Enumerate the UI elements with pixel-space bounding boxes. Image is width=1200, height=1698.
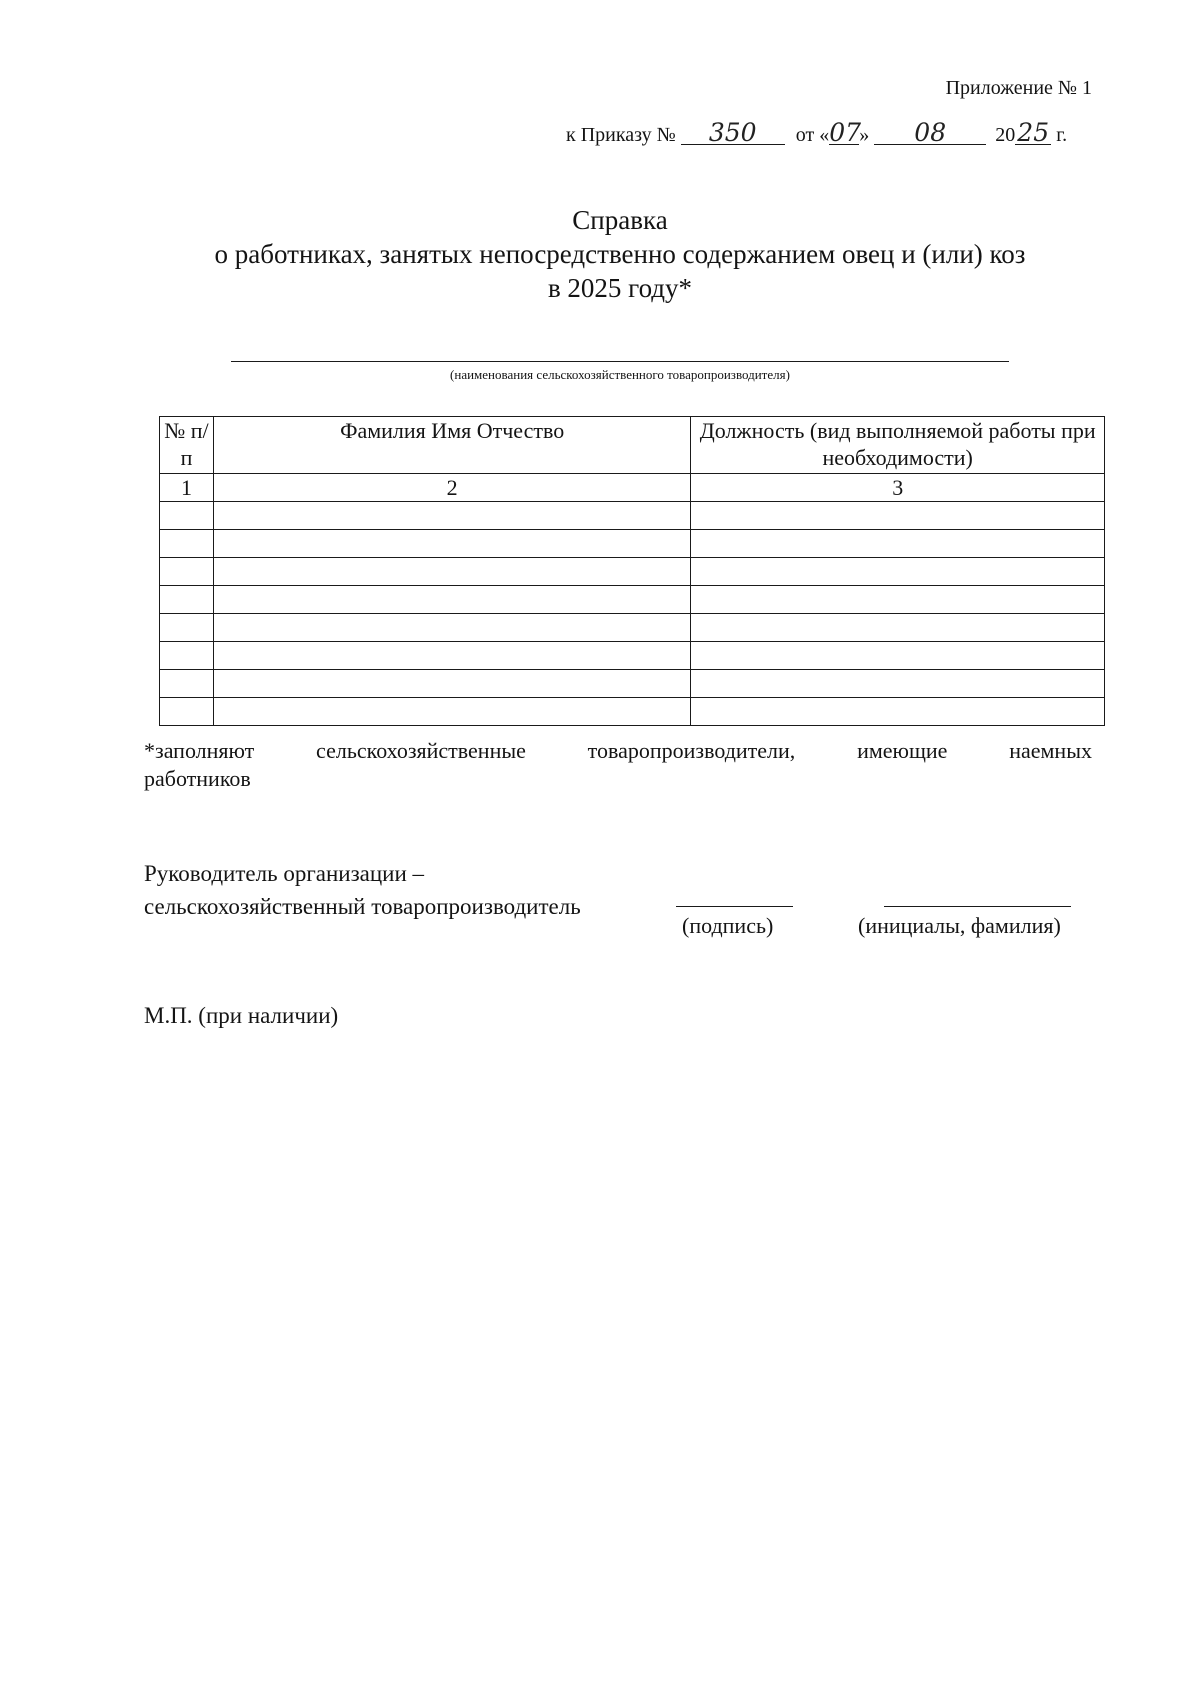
table-row: [160, 670, 1105, 698]
year-field[interactable]: 25: [1015, 122, 1051, 145]
table-cell[interactable]: [213, 502, 690, 530]
table-cell[interactable]: [691, 642, 1105, 670]
table-row: [160, 502, 1105, 530]
column-number: 1: [160, 474, 214, 502]
header-number: № п/п: [160, 417, 214, 474]
table-row: [160, 614, 1105, 642]
initials-surname-caption: (инициалы, фамилия): [858, 913, 1061, 938]
table-cell[interactable]: [160, 530, 214, 558]
signature-line[interactable]: [676, 906, 793, 907]
table-cell[interactable]: [691, 586, 1105, 614]
date-month-field[interactable]: 08: [874, 122, 986, 145]
table-cell[interactable]: [691, 502, 1105, 530]
table-cell[interactable]: [213, 698, 690, 726]
table-header-row: [160, 417, 1105, 474]
signatory-role: [144, 857, 581, 923]
header-full-name: Фамилия Имя Отчество: [213, 417, 690, 474]
table-cell[interactable]: [691, 558, 1105, 586]
footnote-line-1: *заполняют сельскохозяйственные товаропроизводители, имеющие наемных: [144, 738, 1092, 763]
table-cell[interactable]: [213, 530, 690, 558]
table-row: [160, 698, 1105, 726]
table-row: [160, 558, 1105, 586]
title-line-2: о работниках, занятых непосредственно содержанием овец и (или) коз: [214, 239, 1026, 269]
year-end: г.: [1056, 124, 1068, 146]
title-line-3: в 2025 году*: [547, 273, 693, 303]
producer-name-line[interactable]: [231, 361, 1009, 362]
table-cell[interactable]: [160, 558, 214, 586]
date-prefix: от «: [795, 124, 830, 146]
table-cell[interactable]: [691, 670, 1105, 698]
order-reference: [566, 118, 1068, 147]
table-cell[interactable]: [213, 614, 690, 642]
appendix-label: Приложение № 1: [945, 77, 1092, 99]
title-line-1: Справка: [572, 205, 668, 235]
table-row: [160, 586, 1105, 614]
stamp-placeholder: М.П. (при наличии): [144, 1003, 339, 1028]
order-prefix: к Приказу №: [566, 124, 676, 146]
role-line-1: Руководитель организации –: [144, 861, 425, 886]
role-line-2: сельскохозяйственный товаропроизводитель: [144, 894, 581, 919]
table-cell[interactable]: [160, 670, 214, 698]
year-prefix: 20: [995, 124, 1016, 146]
table-cell[interactable]: [213, 670, 690, 698]
order-number-field[interactable]: 350: [681, 122, 785, 145]
table-cell[interactable]: [213, 586, 690, 614]
table-cell[interactable]: [160, 586, 214, 614]
producer-name-caption: (наименования сельскохозяйственного товаропроизводителя): [450, 367, 790, 382]
document-title: [0, 203, 1200, 305]
table-cell[interactable]: [213, 558, 690, 586]
table-cell[interactable]: [691, 614, 1105, 642]
footnote: [144, 737, 1092, 793]
footnote-line-2: работников: [144, 766, 251, 791]
table-cell[interactable]: [160, 502, 214, 530]
column-number-row: [160, 474, 1105, 502]
table-row: [160, 530, 1105, 558]
date-day-field[interactable]: 07: [829, 118, 862, 147]
table-cell[interactable]: [160, 698, 214, 726]
workers-table: [159, 416, 1105, 726]
column-number: 3: [691, 474, 1105, 502]
column-number: 2: [213, 474, 690, 502]
table-cell[interactable]: [213, 642, 690, 670]
initials-surname-line[interactable]: [884, 906, 1071, 907]
header-position: Должность (вид выполняемой работы при необходимости): [691, 417, 1105, 474]
date-quote-close: »: [859, 124, 870, 146]
signature-caption: (подпись): [682, 913, 774, 938]
table-row: [160, 642, 1105, 670]
table-cell[interactable]: [160, 614, 214, 642]
table-cell[interactable]: [160, 642, 214, 670]
table-cell[interactable]: [691, 698, 1105, 726]
table-cell[interactable]: [691, 530, 1105, 558]
